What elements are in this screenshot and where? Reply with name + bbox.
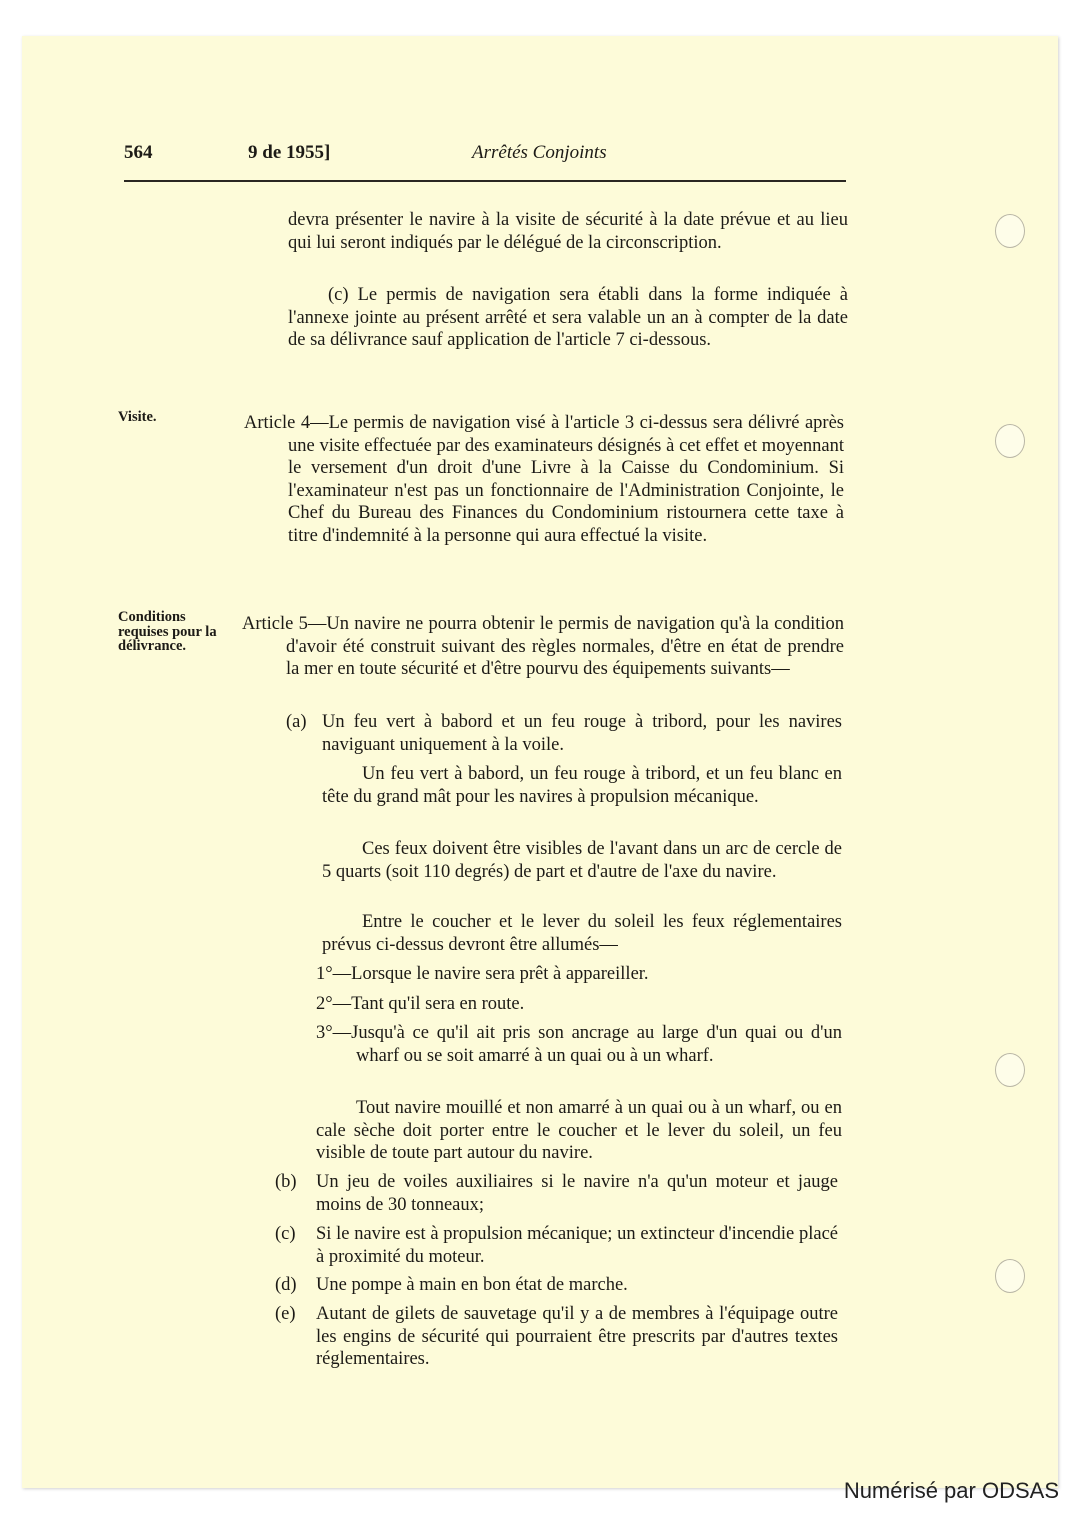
list-item-1: 1°—Lorsque le navire sera prêt à appareiller.: [316, 964, 649, 984]
item-a-paragraph-1: Un feu vert à babord, un feu rouge à tribord, et un feu blanc en tête du grand mât pour les navires à propulsion mécanique.: [322, 764, 842, 807]
margin-note-visite: Visite.: [118, 409, 157, 425]
item-c-text: Si le navire est à propulsion mécanique; un extincteur d'incendie placé à proximité du moteur.: [316, 1224, 838, 1267]
item-a-label: (a): [286, 712, 307, 732]
item-e-label: (e): [275, 1304, 296, 1324]
item-a-paragraph-2: Ces feux doivent être visibles de l'avant dans un arc de cercle de 5 quarts (soit 110 degrés) de part et d'autre de l'axe du navire.: [322, 839, 842, 882]
header-rule: [124, 180, 846, 182]
punch-hole: [995, 214, 1025, 248]
act-reference: 9 de 1955]: [248, 142, 331, 163]
item-a-paragraph-4: Tout navire mouillé et non amarré à un quai ou à un wharf, ou en cale sèche doit porter entre le coucher et le lever du soleil, un feu visible de toute part autour du navire.: [316, 1098, 842, 1163]
item-e-text: Autant de gilets de sauvetage qu'il y a de membres à l'équipage outre les engins de sécurité qui pourraient être prescrits par d'autres textes réglementaires.: [316, 1304, 838, 1369]
item-a-paragraph-3: Entre le coucher et le lever du soleil les feux réglementaires prévus ci-dessus devront être allumés—: [322, 912, 842, 955]
list-item-2: 2°—Tant qu'il sera en route.: [316, 994, 525, 1014]
item-a-text: Un feu vert à babord et un feu rouge à tribord, pour les navires naviguant uniquement à la voile.: [322, 712, 842, 755]
article-4: Article 4—Le permis de navigation visé à l'article 3 ci-dessus sera délivré après une visite effectuée par des examinateurs désignés à cet effet et moyennant le versement d'un droit d'une Livre à la Caisse du Condominium. Si l'examinateur n'est pas un fonctionnaire de l'Administration Conjointe, le Chef du Bureau des Finances du Condominium ristournera cette taxe à titre d'indemnité à la personne qui aura effectué la visite.: [244, 413, 844, 546]
item-d-text: Une pompe à main en bon état de marche.: [316, 1275, 628, 1295]
punch-hole: [995, 424, 1025, 458]
punch-hole: [995, 1259, 1025, 1293]
punch-hole: [995, 1053, 1025, 1087]
continuation-text: devra présenter le navire à la visite de sécurité à la date prévue et au lieu qui lui seront indiqués par le délégué de la circonscription.: [288, 210, 848, 253]
digitization-credit: Numérisé par ODSAS: [843, 1478, 1059, 1503]
item-b-label: (b): [275, 1172, 297, 1192]
item-d-label: (d): [275, 1275, 297, 1295]
margin-note-conditions: Conditions requises pour la délivrance.: [118, 609, 217, 654]
running-title: Arrêtés Conjoints: [472, 142, 607, 163]
page-number: 564: [124, 142, 153, 163]
list-item-3: 3°—Jusqu'à ce qu'il ait pris son ancrage au large d'un quai ou d'un wharf ou se soit amarré à un quai ou à un wharf.: [316, 1023, 842, 1066]
paragraph-c: (c) Le permis de navigation sera établi dans la forme indiquée à l'annexe jointe au présent arrêté et sera valable un an à compter de la date de sa délivrance sauf application de l'article 7 ci-dessous.: [288, 285, 848, 350]
item-b-text: Un jeu de voiles auxiliaires si le navire n'a qu'un moteur et jauge moins de 30 tonneaux;: [316, 1172, 838, 1215]
item-c-label: (c): [275, 1224, 296, 1244]
article-5: Article 5—Un navire ne pourra obtenir le permis de navigation qu'à la condition d'avoir été construit suivant des règles normales, d'être en état de prendre la mer en toute sécurité et d'être pourvu des équipements suivants—: [242, 614, 844, 679]
